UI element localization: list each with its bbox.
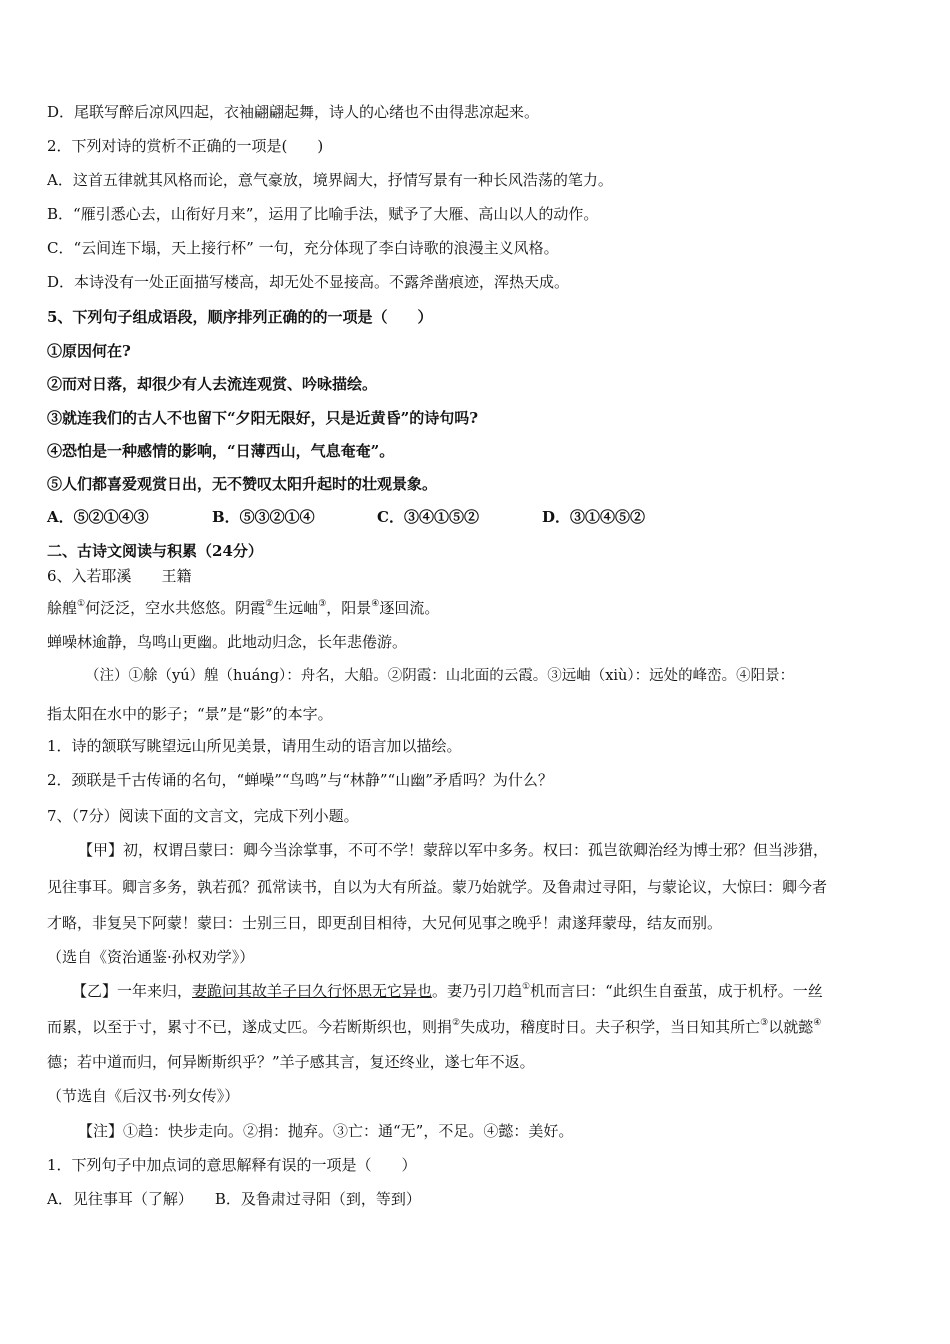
q7-yi-source: （节选自《后汉书·列女传》） <box>47 1087 240 1105</box>
q6-question-2: 2．颈联是千古传诵的名句，“蝉噪”“鸟鸣”与“林静”“山幽”矛盾吗？为什么？ <box>47 771 553 789</box>
q2-option-b: B．“雁引悉心去，山衔好月来”，运用了比喻手法，赋予了大雁、高山以人的动作。 <box>47 205 599 223</box>
q5-option-b: B．⑤③②①④ <box>212 508 315 526</box>
q5-sentence-2: ②而对日落，却很少有人去流连观赏、吟咏描绘。 <box>47 375 378 393</box>
q5-option-d: D．③①④⑤② <box>542 508 646 526</box>
q6-question-1: 1．诗的颔联写眺望远山所见美景，请用生动的语言加以描绘。 <box>47 737 462 755</box>
q4-option-d: D．尾联写醉后凉风四起，衣袖翩翩起舞，诗人的心绪也不由得悲凉起来。 <box>47 103 540 121</box>
q2-stem: 2．下列对诗的赏析不正确的一项是( ) <box>47 137 324 155</box>
q5-option-a: A．⑤②①④③ <box>47 508 149 526</box>
q6-poem-line-1: 艅艎①何泛泛，空水共悠悠。阴霞②生远岫③，阳景④逐回流。 <box>47 599 440 617</box>
q6-poem-line-2: 蝉噪林逾静，鸟鸣山更幽。此地动归念，长年悲倦游。 <box>47 633 408 651</box>
q6-note-line-2: 指太阳在水中的影子；“景”是“影”的本字。 <box>47 705 333 723</box>
q7-sub1-stem: 1．下列句子中加点词的意思解释有误的一项是（ ） <box>47 1156 417 1174</box>
q7-stem: 7、（7分）阅读下面的文言文，完成下列小题。 <box>47 807 359 825</box>
q7-jia-source: （选自《资治通鉴·孙权劝学》） <box>47 948 255 966</box>
q7-sub1-option-b: B．及鲁肃过寻阳（到，等到） <box>214 1190 421 1208</box>
q2-option-d: D．本诗没有一处正面描写楼高，却无处不显接高。不露斧凿痕迹，浑热天成。 <box>47 273 570 291</box>
q7-jia-line-2: 见往事耳。卿言多务，孰若孤？孤常读书，自以为大有所益。蒙乃始就学。及鲁肃过寻阳，与蒙论议，大惊曰：卿今者 <box>47 878 828 896</box>
q7-yi-line-2: 而累，以至于寸，累寸不已，遂成丈匹。今若断斯织也，则捐②失成功，稽度时日。夫子积学，当日知其所亡③以就懿④ <box>47 1018 822 1036</box>
q5-sentence-1: ①原因何在? <box>47 342 131 360</box>
q7-sub1-options <box>47 1189 421 1209</box>
underlined-sentence: 妻跪问其故羊子曰久行怀思无它异也 <box>192 982 433 1000</box>
q5-sentence-3: ③就连我们的古人不也留下“夕阳无限好，只是近黄昏”的诗句吗? <box>47 409 479 427</box>
q7-sub1-option-a: A．见往事耳（了解） <box>47 1190 193 1208</box>
q7-note: 【注】①趋：快步走向。②捐：抛弃。③亡：通“无”，不足。④懿：美好。 <box>78 1122 574 1140</box>
q5-sentence-5: ⑤人们都喜爱观赏日出，无不赞叹太阳升起时的壮观景象。 <box>47 475 438 493</box>
q6-title: 6、入若耶溪 王籍 <box>47 567 192 585</box>
q6-note-line-1: （注）①艅（yú）艎（huáng）：舟名，大船。②阴霞：山北面的云霞。③远岫（xiù）：远处的峰峦。④阳景： <box>85 668 795 684</box>
q2-option-c: C．“云间连下塌，天上接行杯” 一句，充分体现了李白诗歌的浪漫主义风格。 <box>47 239 559 257</box>
section2-heading: 二、古诗文阅读与积累（24分） <box>47 542 263 560</box>
q7-yi-line-3: 德；若中道而归，何异断斯织乎？”羊子感其言，复还终业，遂七年不返。 <box>47 1053 535 1071</box>
q5-option-c: C．③④①⑤② <box>377 508 479 526</box>
q5-options <box>47 507 707 527</box>
q5-stem: 5、下列句子组成语段，顺序排列正确的的一项是（ ） <box>47 308 433 326</box>
q5-sentence-4: ④恐怕是一种感情的影响，“日薄西山，气息奄奄”。 <box>47 442 395 460</box>
q7-jia-line-1: 【甲】初，权谓吕蒙曰：卿今当涂掌事，不可不学！蒙辞以军中多务。权曰：孤岂欲卿治经为博士邪？但当涉猎， <box>78 841 829 859</box>
q2-option-a: A．这首五律就其风格而论，意气豪放，境界阔大，抒情写景有一种长风浩荡的笔力。 <box>47 171 613 189</box>
q7-jia-line-3: 才略，非复吴下阿蒙！蒙曰：士别三日，即更刮目相待，大兄何见事之晚乎！肃遂拜蒙母，结友而别。 <box>47 914 723 932</box>
q7-yi-line-1: 【乙】一年来归，妻跪问其故羊子曰久行怀思无它异也。妻乃引刀趋①机而言曰：“此织生自蚕茧，成于机杼。一丝 <box>72 982 823 1000</box>
